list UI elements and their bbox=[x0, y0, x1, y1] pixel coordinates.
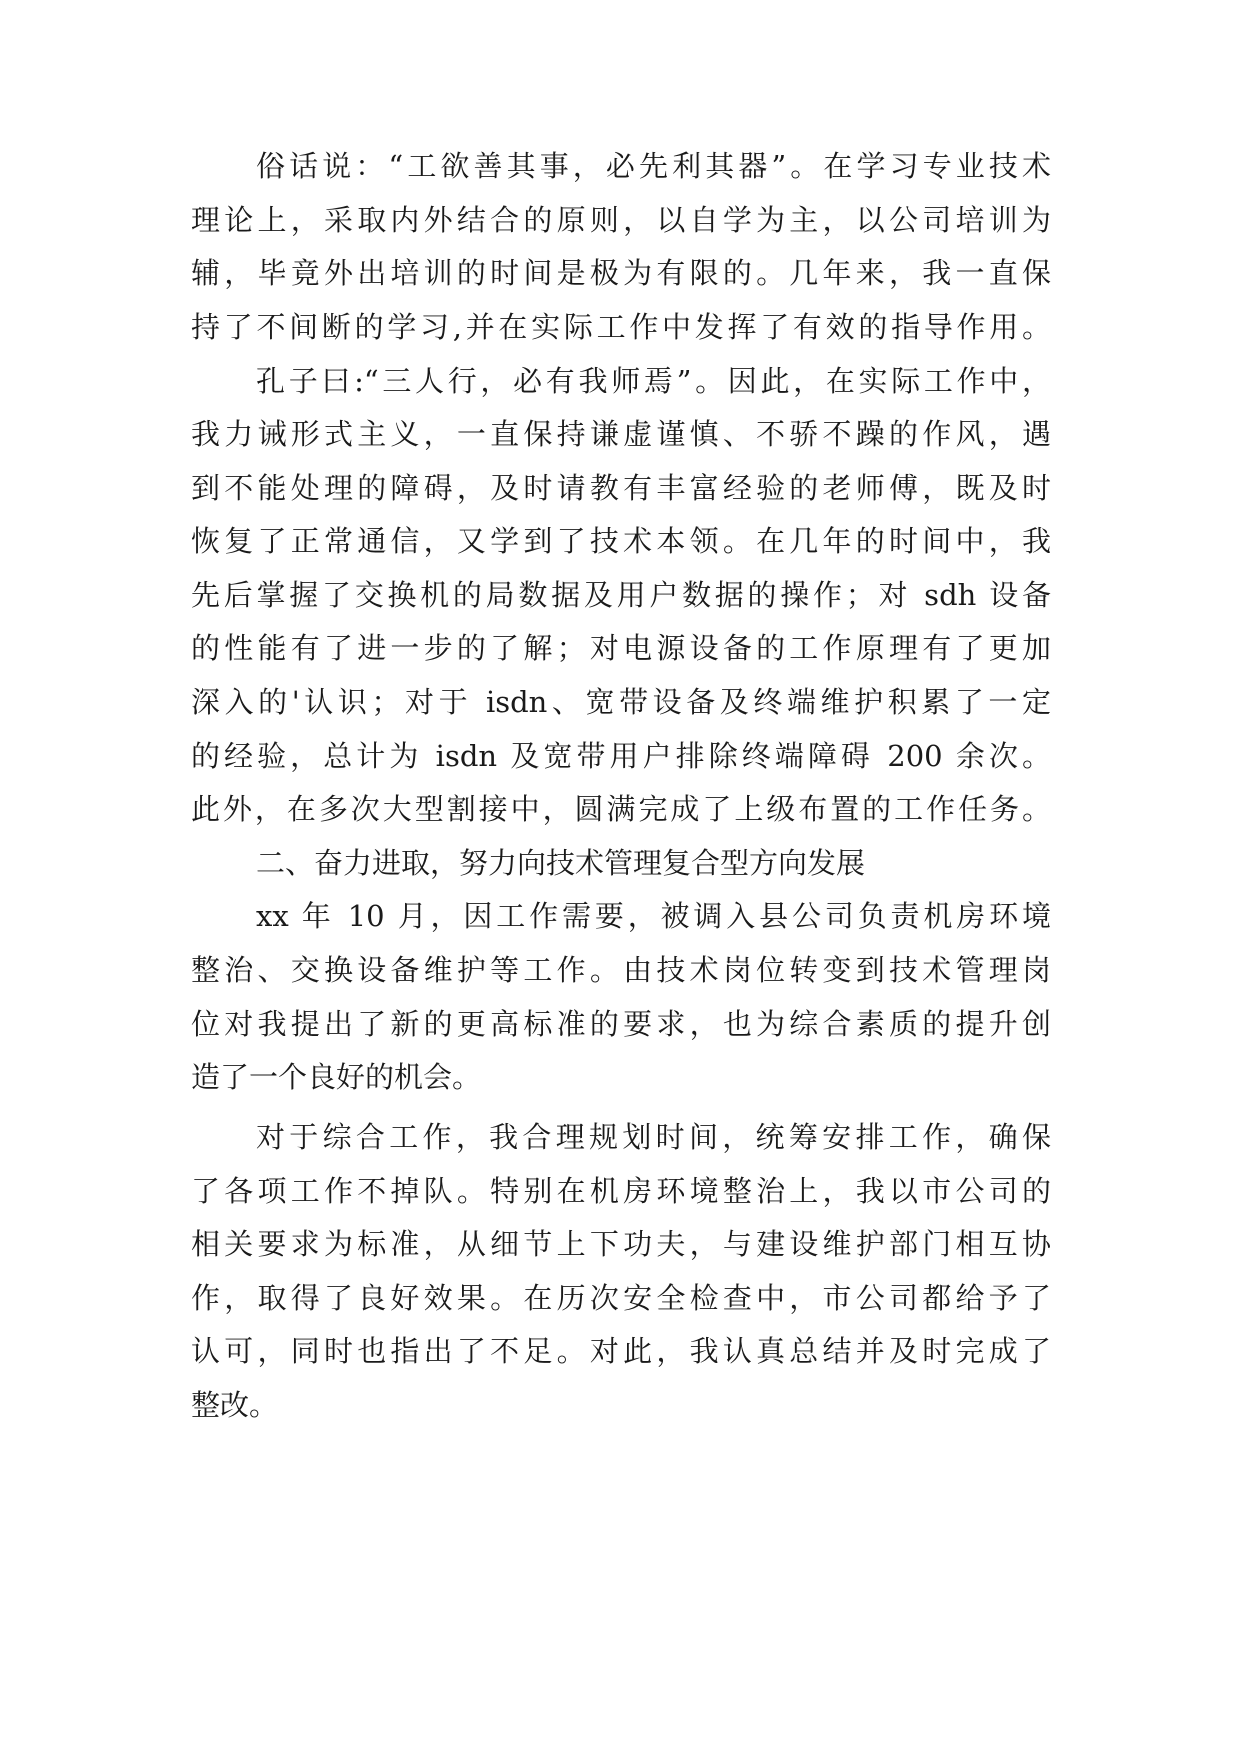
text-line: 相关要求为标准，从细节上下功夫，与建设维护部门相互协 bbox=[191, 1227, 1051, 1261]
text-line: 到不能处理的障碍，及时请教有丰富经验的老师傅，既及时 bbox=[191, 471, 1051, 505]
text-line: 此外，在多次大型割接中，圆满完成了上级布置的工作任务。 bbox=[191, 792, 1051, 826]
text-line: 整改。 bbox=[191, 1388, 279, 1422]
text-line: 的性能有了进一步的了解；对电源设备的工作原理有了更加 bbox=[191, 631, 1051, 665]
text-line: 作，取得了良好效果。在历次安全检查中，市公司都给予了 bbox=[191, 1281, 1051, 1315]
text-line: 造了一个良好的机会。 bbox=[191, 1060, 482, 1094]
text-line: 辅，毕竟外出培训的时间是极为有限的。几年来，我一直保 bbox=[191, 256, 1051, 290]
text-line: 位对我提出了新的更高标准的要求，也为综合素质的提升创 bbox=[191, 1007, 1051, 1041]
text-line: 的经验，总计为 isdn 及宽带用户排除终端障碍 200 余次。 bbox=[191, 739, 1051, 773]
text-line: 认可，同时也指出了不足。对此，我认真总结并及时完成了 bbox=[191, 1334, 1051, 1368]
text-line: 俗话说：“工欲善其事，必先利其器”。在学习专业技术 bbox=[256, 149, 1051, 183]
text-line: 理论上，采取内外结合的原则，以自学为主，以公司培训为 bbox=[191, 203, 1051, 237]
text-line: 我力诫形式主义，一直保持谦虚谨慎、不骄不躁的作风，遇 bbox=[191, 417, 1051, 451]
text-line: 深入的'认识；对于 isdn、宽带设备及终端维护积累了一定 bbox=[191, 685, 1051, 719]
text-line: 对于综合工作，我合理规划时间，统筹安排工作，确保 bbox=[256, 1120, 1051, 1154]
text-line: 孔子曰:“三人行，必有我师焉”。因此，在实际工作中， bbox=[256, 364, 1051, 398]
section-heading: 二、奋力进取，努力向技术管理复合型方向发展 bbox=[256, 846, 866, 880]
text-line: 了各项工作不掉队。特别在机房环境整治上，我以市公司的 bbox=[191, 1174, 1051, 1208]
text-line: xx 年 10 月，因工作需要，被调入县公司负责机房环境 bbox=[256, 899, 1051, 933]
text-line: 持了不间断的学习,并在实际工作中发挥了有效的指导作用。 bbox=[191, 310, 1051, 344]
text-line: 整治、交换设备维护等工作。由技术岗位转变到技术管理岗 bbox=[191, 953, 1051, 987]
text-line: 恢复了正常通信，又学到了技术本领。在几年的时间中，我 bbox=[191, 524, 1051, 558]
text-line: 先后掌握了交换机的局数据及用户数据的操作；对 sdh 设备 bbox=[191, 578, 1051, 612]
